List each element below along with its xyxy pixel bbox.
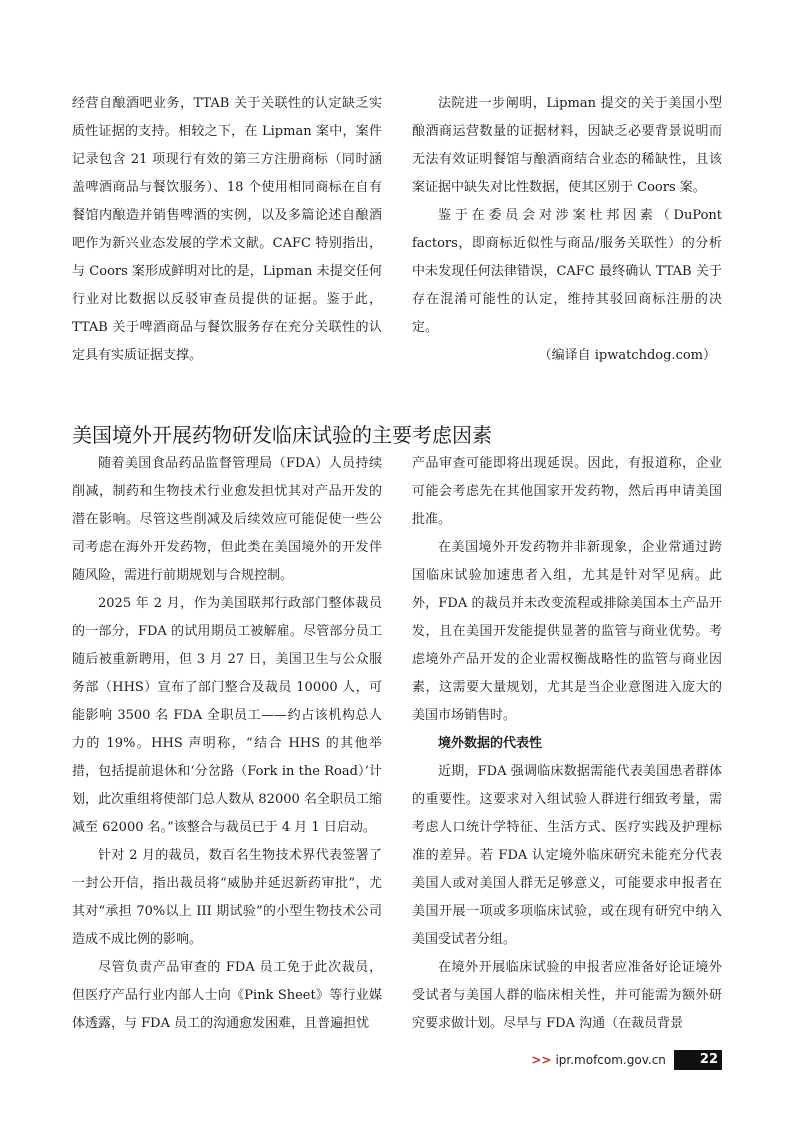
paragraph: 2025 年 2 月，作为美国联邦行政部门整体裁员的一部分，FDA 的试用期员工被解雇。尽管部分员工随后被重新聘用，但 3 月 27 日，美国卫生与公众服务部（HHS）宣布了部门整合及裁员 10000 人，可能影响 3500 名 FDA 全职员工——约占该机构总人力的 19%。HHS 声明称，“结合 HHS 的其他举措，包括提前退休和‘分岔路（Fork in the Road）’计划，此次重组将使部门总人数从 82000 名全职员工缩减至 62000 名。”该整合与裁员已于 4 月 1 日启动。 [72, 596, 382, 835]
double-chevron-icon: >> [531, 1053, 552, 1067]
paragraph-continued: 产品审查可能即将出现延误。因此，有报道称，企业可能会考虑先在其他国家开发药物，然后再申请美国批准。 [412, 456, 722, 527]
page-footer [531, 1050, 722, 1070]
section-right-column [412, 450, 722, 1038]
paragraph: 鉴于在委员会对涉案杜邦因素（DuPont factors，即商标近似性与商品/服务关联性）的分析中未发现任何法律错误，CAFC 最终确认 TTAB 关于存在混淆可能性的认定，维持其驳回商标注册的决定。 [412, 208, 722, 335]
top-right-column [412, 90, 722, 370]
paragraph: 近期，FDA 强调临床数据需能代表美国患者群体的重要性。这要求对入组试验人群进行细致考量，需考虑人口统计学特征、生活方式、医疗实践及护理标准的差异。若 FDA 认定境外临床研究未能充分代表美国人或对美国人群无足够意义，可能要求申报者在美国开展一项或多项临床试验，或在现有研究中纳入美国受试者分组。 [412, 764, 722, 947]
paragraph: 经营自酿酒吧业务，TTAB 关于关联性的认定缺乏实质性证据的支持。相较之下，在 Lipman 案中，案件记录包含 21 项现行有效的第三方注册商标（同时涵盖啤酒商品与餐饮服务）、18 个使用相同商标在自有餐馆内酿造并销售啤酒的实例，以及多篇论述自酿酒吧作为新兴业态发展的学术文献。CAFC 特别指出，与 Coors 案形成鲜明对比的是，Lipman 未提交任何行业对比数据以反驳审查员提供的证据。鉴于此，TTAB 关于啤酒商品与餐饮服务存在充分关联性的认定具有实质证据支撑。 [72, 96, 382, 363]
site-link[interactable]: ipr.mofcom.gov.cn [555, 1053, 666, 1067]
section-title: 美国境外开展药物研发临床试验的主要考虑因素 [72, 423, 492, 447]
paragraph: 在美国境外开发药物并非新现象，企业常通过跨国临床试验加速患者入组，尤其是针对罕见病。此外，FDA 的裁员并未改变流程或排除美国本土产品开发，且在美国开发能提供显著的监管与商业优势。考虑境外产品开发的企业需权衡战略性的监管与商业因素，这需要大量规划，尤其是当企业意图进入庞大的美国市场销售时。 [412, 540, 722, 723]
subheading: 境外数据的代表性 [438, 736, 543, 751]
paragraph: 在境外开展临床试验的申报者应准备好论证境外受试者与美国人群的临床相关性，并可能需为额外研究要求做计划。尽早与 FDA 沟通（在裁员背景 [412, 960, 722, 1031]
source-note: （编译自 ipwatchdog.com） [538, 348, 716, 363]
paragraph: 针对 2 月的裁员，数百名生物技术界代表签署了一封公开信，指出裁员将“威胁并延迟新药审批”，尤其对“承担 70%以上 III 期试验”的小型生物技术公司造成不成比例的影响。 [72, 848, 382, 947]
paragraph: 尽管负责产品审查的 FDA 员工免于此次裁员，但医疗产品行业内部人士向《Pink Sheet》等行业媒体透露，与 FDA 员工的沟通愈发困难，且普遍担忧 [72, 960, 382, 1031]
top-left-column [72, 90, 382, 370]
paragraph: 法院进一步阐明，Lipman 提交的关于美国小型酿酒商运营数量的证据材料，因缺乏必要背景说明而无法有效证明餐馆与酿酒商结合业态的稀缺性，且该案证据中缺失对比性数据，使其区别于 Coors 案。 [412, 96, 722, 195]
paragraph: 随着美国食品药品监督管理局（FDA）人员持续削减，制药和生物技术行业愈发担忧其对产品开发的潜在影响。尽管这些削减及后续效应可能促使一些公司考虑在海外开发药物，但此类在美国境外的开发伴随风险，需进行前期规划与合规控制。 [72, 456, 382, 583]
page-number: 22 [674, 1050, 722, 1070]
section-left-column [72, 450, 382, 1038]
